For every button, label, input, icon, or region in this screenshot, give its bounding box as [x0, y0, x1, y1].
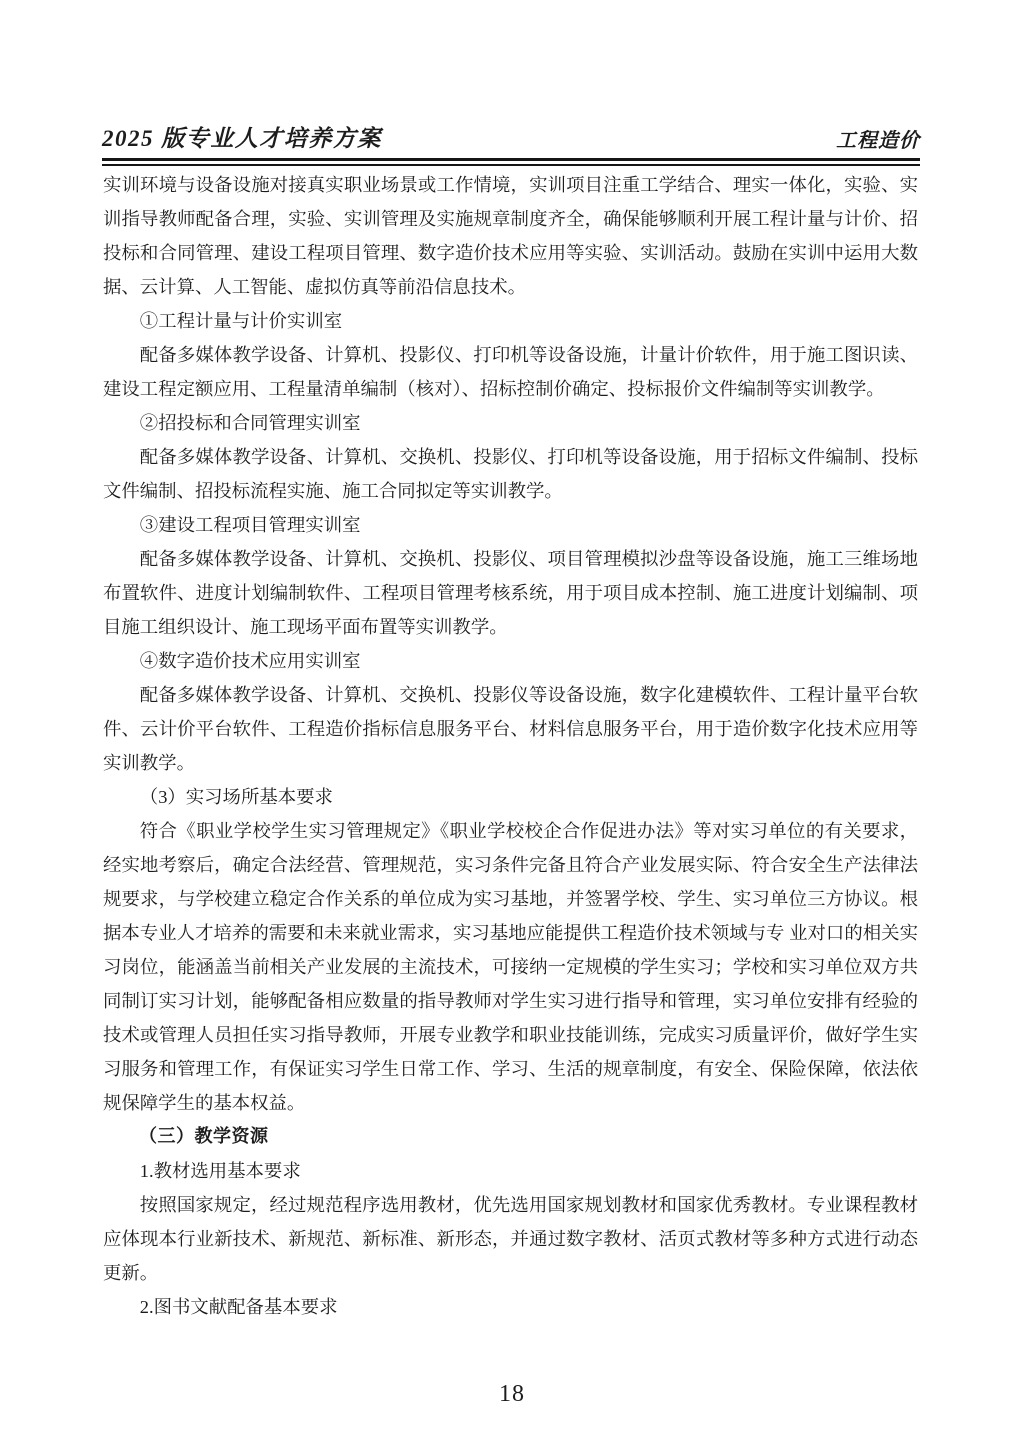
page-header — [102, 120, 920, 166]
heading-lab-1: ①工程计量与计价实训室 — [139, 311, 343, 331]
paragraph-lab-3-desc: 配备多媒体教学设备、计算机、交换机、投影仪、项目管理模拟沙盘等设备设施，施工三维场地布置软件、进度计划编制软件、工程项目管理考核系统，用于项目成本控制、施工进度计划编制、项目施工组织设计、施工现场平面布置等实训教学。 — [103, 549, 918, 637]
heading-lab-2: ②招投标和合同管理实训室 — [139, 413, 361, 433]
paragraph-lab-1-desc: 配备多媒体教学设备、计算机、投影仪、打印机等设备设施，计量计价软件，用于施工图识读、建设工程定额应用、工程量清单编制（核对）、招标控制价确定、投标报价文件编制等实训教学。 — [103, 345, 918, 399]
heading-teaching-resources: （三）教学资源 — [139, 1126, 269, 1147]
page-number: 18 — [499, 1381, 525, 1407]
paragraph-training-environment: 实训环境与设备设施对接真实职业场景或工作情境，实训项目注重工学结合、理实一体化，实验、实训指导教师配备合理，实验、实训管理及实施规章制度齐全，确保能够顺利开展工程计量与计价、招投标和合同管理、建设工程项目管理、数字造价技术应用等实验、实训活动。鼓励在实训中运用大数据、云计算、人工智能、虚拟仿真等前沿信息技术。 — [103, 175, 918, 297]
document-body — [103, 168, 918, 1324]
header-row — [102, 120, 920, 158]
heading-lab-4: ④数字造价技术应用实训室 — [139, 651, 361, 671]
page-footer — [0, 1381, 1024, 1408]
heading-internship-requirements: （3）实习场所基本要求 — [139, 787, 333, 807]
header-double-rule — [102, 158, 920, 166]
paragraph-lab-2-desc: 配备多媒体教学设备、计算机、交换机、投影仪、打印机等设备设施，用于招标文件编制、投标文件编制、招投标流程实施、施工合同拟定等实训教学。 — [103, 447, 918, 501]
paragraph-lab-4-desc: 配备多媒体教学设备、计算机、交换机、投影仪等设备设施，数字化建模软件、工程计量平台软件、云计价平台软件、工程造价指标信息服务平台、材料信息服务平台，用于造价数字化技术应用等实训教学。 — [103, 685, 918, 773]
header-left-title: 2025 版专业人才培养方案 — [102, 126, 382, 151]
paragraph-internship-desc: 符合《职业学校学生实习管理规定》《职业学校校企合作促进办法》等对实习单位的有关要求，经实地考察后，确定合法经营、管理规范，实习条件完备且符合产业发展实际、符合安全生产法律法规要求，与学校建立稳定合作关系的单位成为实习基地，并签署学校、学生、实习单位三方协议。根据本专业人才培养的需要和未来就业需求，实习基地应能提供工程造价技术领域与专 业对口的相关实习岗位，能涵盖当前相关产业发展的主流技术，可接纳一定规模的学生实习；学校和实习单位双方共同制订实习计划，能够配备相应数量的指导教师对学生实习进行指导和管理，实习单位安排有经验的技术或管理人员担任实习指导教师，开展专业教学和职业技能训练，完成实习质量评价，做好学生实习服务和管理工作，有保证实习学生日常工作、学习、生活的规章制度，有安全、保险保障，依法依规保障学生的基本权益。 — [103, 821, 918, 1113]
paragraph-textbook-desc: 按照国家规定，经过规范程序选用教材，优先选用国家规划教材和国家优秀教材。专业课程教材应体现本行业新技术、新规范、新标准、新形态，并通过数字教材、活页式教材等多种方式进行动态更新。 — [103, 1195, 918, 1283]
heading-library-resources: 2.图书文献配备基本要求 — [139, 1297, 338, 1317]
heading-textbook-selection: 1.教材选用基本要求 — [139, 1161, 301, 1181]
header-right-title: 工程造价 — [836, 130, 920, 152]
heading-lab-3: ③建设工程项目管理实训室 — [139, 515, 361, 535]
